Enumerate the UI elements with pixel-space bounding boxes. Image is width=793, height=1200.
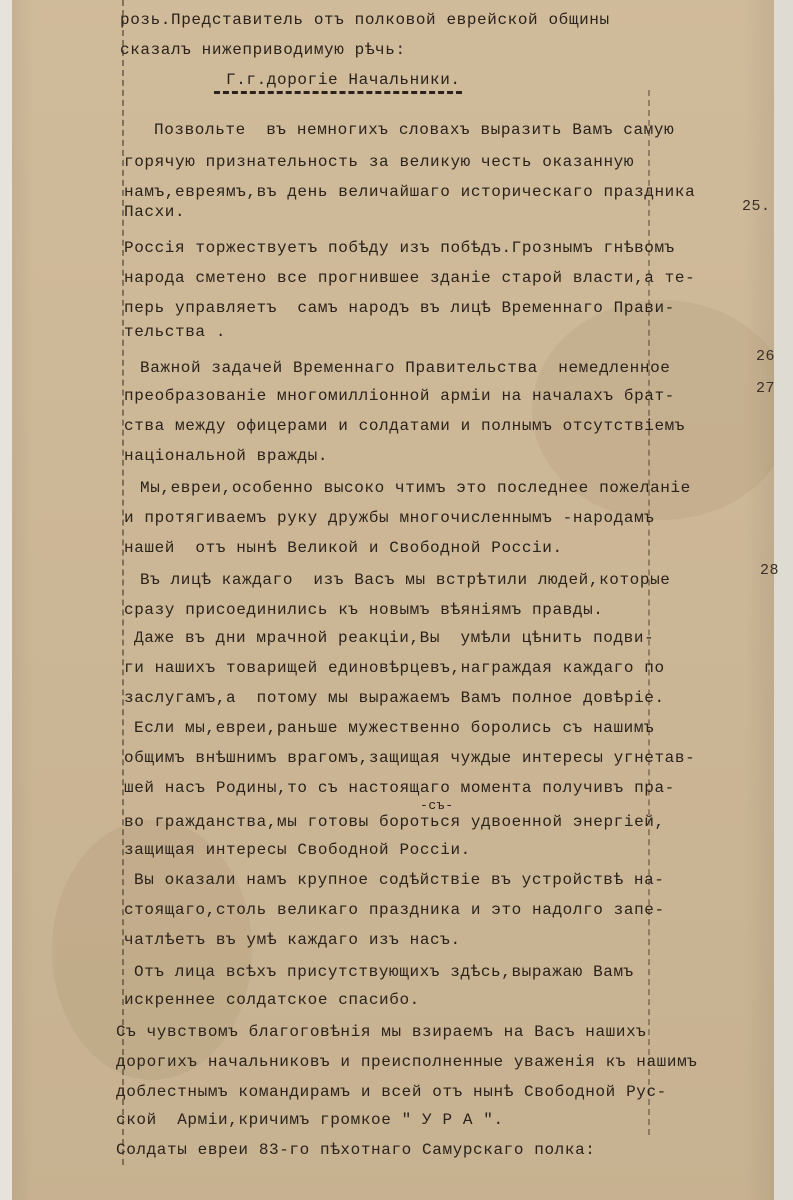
text-line: нашей отъ нынѣ Великой и Свободной Россiи. (124, 539, 563, 557)
text-line: шей насъ Родины,то съ настоящаго момента получивъ пра- (124, 779, 675, 797)
text-line: общимъ внѣшнимъ врагомъ,защищая чуждые интересы угнетав- (124, 749, 696, 767)
text-line: Мы,евреи,особенно высоко чтимъ это последнее пожеланiе (140, 479, 691, 497)
text-line: ги нашихъ товарищей единовѣрцевъ,награждая каждаго по (124, 659, 665, 677)
text-line: Вы оказали намъ крупное содѣйствiе въ устройствѣ на- (134, 871, 665, 889)
margin-number: 28 (760, 562, 780, 579)
text-line: тельства . (124, 323, 227, 341)
text-line: горячую признательность за великую честь оказанную (124, 153, 635, 171)
text-line: заслугамъ,а потому мы выражаемъ Вамъ полное довѣрiе. (124, 689, 665, 707)
text-line: защищая интересы Свободной Россiи. (124, 841, 471, 859)
salutation-underline (214, 91, 462, 94)
text-line: искреннее солдатское спасибо. (124, 991, 420, 1009)
text-line: ской Армiи,кричимъ громкое " У Р А ". (116, 1111, 504, 1129)
text-line: Важной задачей Временнаго Правительства немедленное (140, 359, 671, 377)
text-line: Россiя торжествуетъ побѣду изъ побѣдъ.Грознымъ гнѣвомъ (124, 239, 675, 257)
text-line: Въ лицѣ каждаго изъ Васъ мы встрѣтили людей,которые (140, 571, 671, 589)
signature-line: Солдаты евреи 83-го пѣхотнаго Самурскаго полка: (116, 1141, 596, 1159)
text-line: и протягиваемъ руку дружбы многочисленнымъ -народамъ (124, 509, 655, 527)
text-line: стоящаго,столь великаго праздника и это надолго запе- (124, 901, 665, 919)
insertion-mark: -съ- (420, 798, 454, 813)
text-line: Позвольте въ немногихъ словахъ выразить Вамъ самую (154, 121, 675, 139)
text-line: доблестнымъ командирамъ и всей отъ нынѣ Свободной Рус- (116, 1083, 667, 1101)
text-line: сразу присоединились къ новымъ вѣянiямъ правды. (124, 601, 604, 619)
margin-number: 26 (756, 348, 776, 365)
margin-number: 27 (756, 380, 776, 397)
text-line: Даже въ дни мрачной реакцiи,Вы умѣли цѣнить подви- (134, 629, 655, 647)
text-line: Съ чувствомъ благоговѣнiя мы взираемъ на Васъ нашихъ (116, 1023, 647, 1041)
text-line: Пасхи. (124, 203, 186, 221)
text-line: дорогихъ начальниковъ и преисполненные уваженiя къ нашимъ (116, 1053, 698, 1071)
text-line: сказалъ нижеприводимую рѣчь: (120, 41, 406, 59)
scan-border-strip (774, 0, 793, 1200)
text-line: ства между офицерами и солдатами и полнымъ отсутствiемъ (124, 417, 686, 435)
text-line: розь.Представитель отъ полковой еврейской общины (120, 11, 610, 29)
text-line: перь управляетъ самъ народъ въ лицѣ Временнаго Прави- (124, 299, 675, 317)
text-line: во гражданства,мы готовы бороться удвоенной энергiей, (124, 813, 665, 831)
text-line: чатлѣетъ въ умѣ каждаго изъ насъ. (124, 931, 461, 949)
text-line: нацiональной вражды. (124, 447, 329, 465)
text-line: народа сметено все прогнившее зданiе старой власти,а те- (124, 269, 696, 287)
text-line: намъ,евреямъ,въ день величайшаго историческаго праздника (124, 183, 696, 201)
margin-number: 25. (742, 198, 771, 215)
text-line: Отъ лица всѣхъ присутствующихъ здѣсь,выражаю Вамъ (134, 963, 634, 981)
text-line: Если мы,евреи,раньше мужественно боролись съ нашимъ (134, 719, 655, 737)
text-line: преобразованiе многомиллiонной армiи на началахъ брат- (124, 387, 675, 405)
salutation: Г.г.дорогiе Начальники. (226, 71, 461, 89)
